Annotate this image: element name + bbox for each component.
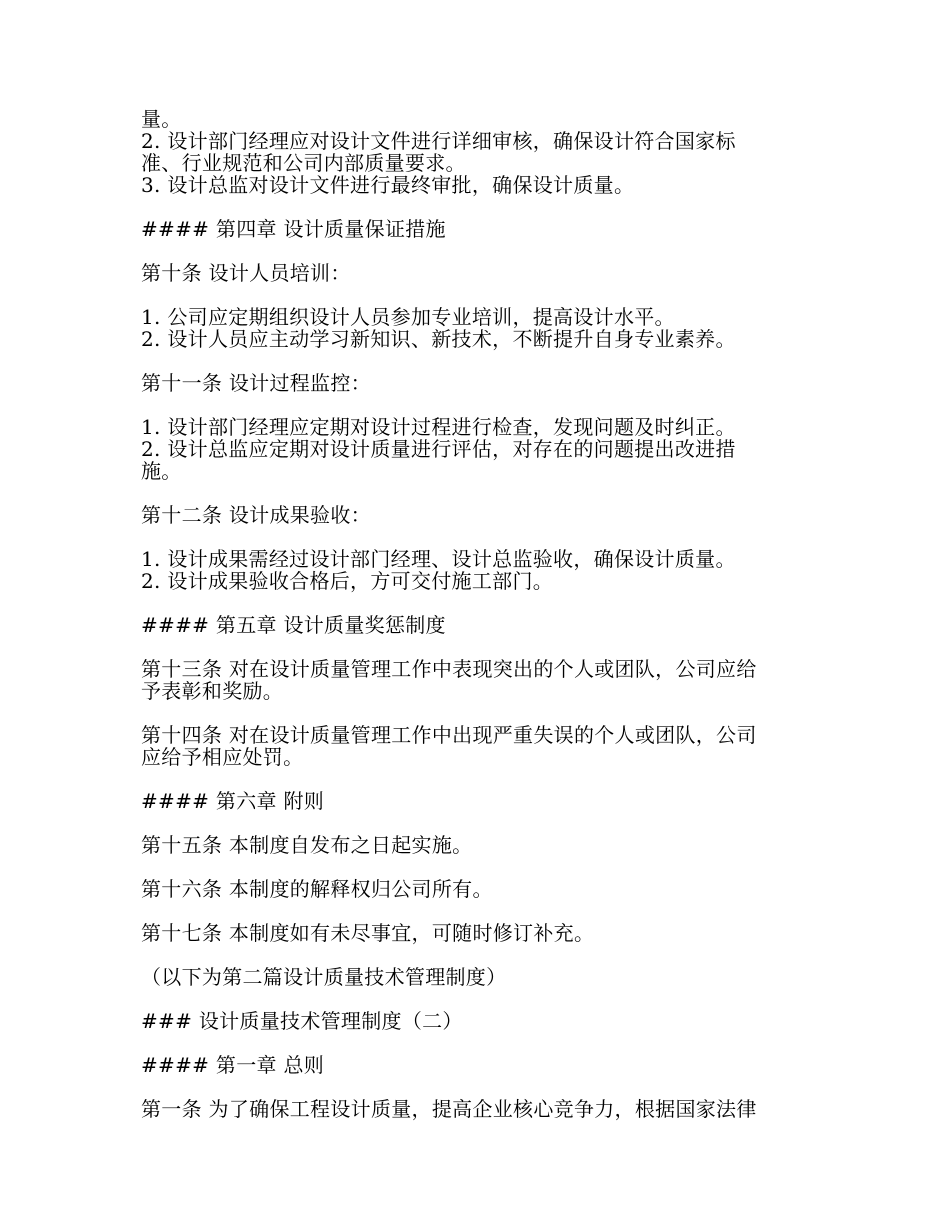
list-item: 2. 设计人员应主动学习新知识、新技术，不断提升自身专业素养。 <box>141 327 736 351</box>
text-line: 准、行业规范和公司内部质量要求。 <box>141 151 466 175</box>
article-heading: 第十二条 设计成果验收： <box>141 503 371 527</box>
chapter-heading: #### 第一章 总则 <box>141 1053 325 1077</box>
list-item: 1. 公司应定期组织设计人员参加专业培训，提高设计水平。 <box>141 305 675 329</box>
chapter-heading: #### 第六章 附则 <box>141 789 325 813</box>
spacer <box>141 196 821 218</box>
text-line: 量。 <box>141 107 182 131</box>
spacer <box>141 482 821 504</box>
spacer <box>141 900 821 922</box>
spacer <box>141 702 821 724</box>
article-text: 第一条 为了确保工程设计质量，提高企业核心竞争力，根据国家法律 <box>141 1097 757 1121</box>
spacer <box>141 944 821 966</box>
list-item: 2. 设计部门经理应对设计文件进行详细审核，确保设计符合国家标 <box>141 129 736 153</box>
text-line: 应给予相应处罚。 <box>141 745 304 769</box>
article-text: 第十六条 本制度的解释权归公司所有。 <box>141 877 493 901</box>
spacer <box>141 856 821 878</box>
text-line: 施。 <box>141 459 182 483</box>
spacer <box>141 988 821 1010</box>
spacer <box>141 768 821 790</box>
chapter-heading: #### 第四章 设计质量保证措施 <box>141 217 446 241</box>
chapter-heading: #### 第五章 设计质量奖惩制度 <box>141 613 446 637</box>
list-item: 1. 设计成果需经过设计部门经理、设计总监验收，确保设计质量。 <box>141 547 736 571</box>
article-heading: 第十条 设计人员培训： <box>141 261 351 285</box>
article-text: 第十三条 对在设计质量管理工作中表现突出的个人或团队，公司应给 <box>141 657 757 681</box>
spacer <box>141 284 821 306</box>
section-note: （以下为第二篇设计质量技术管理制度） <box>141 965 507 989</box>
list-item: 2. 设计成果验收合格后，方可交付施工部门。 <box>141 569 554 593</box>
spacer <box>141 1032 821 1054</box>
spacer <box>141 394 821 416</box>
spacer <box>141 350 821 372</box>
list-item: 1. 设计部门经理应定期对设计过程进行检查，发现问题及时纠正。 <box>141 415 736 439</box>
article-text: 第十七条 本制度如有未尽事宜，可随时修订补充。 <box>141 921 595 945</box>
list-item: 3. 设计总监对设计文件进行最终审批，确保设计质量。 <box>141 173 635 197</box>
article-text: 第十四条 对在设计质量管理工作中出现严重失误的个人或团队，公司 <box>141 723 757 747</box>
spacer <box>141 636 821 658</box>
spacer <box>141 240 821 262</box>
spacer <box>141 592 821 614</box>
section-heading: ### 设计质量技术管理制度（二） <box>141 1009 463 1033</box>
spacer <box>141 526 821 548</box>
article-heading: 第十一条 设计过程监控： <box>141 371 371 395</box>
document-body <box>141 108 821 1120</box>
spacer <box>141 1076 821 1098</box>
article-text: 第十五条 本制度自发布之日起实施。 <box>141 833 473 857</box>
text-line: 予表彰和奖励。 <box>141 679 284 703</box>
spacer <box>141 812 821 834</box>
list-item: 2. 设计总监应定期对设计质量进行评估，对存在的问题提出改进措 <box>141 437 736 461</box>
